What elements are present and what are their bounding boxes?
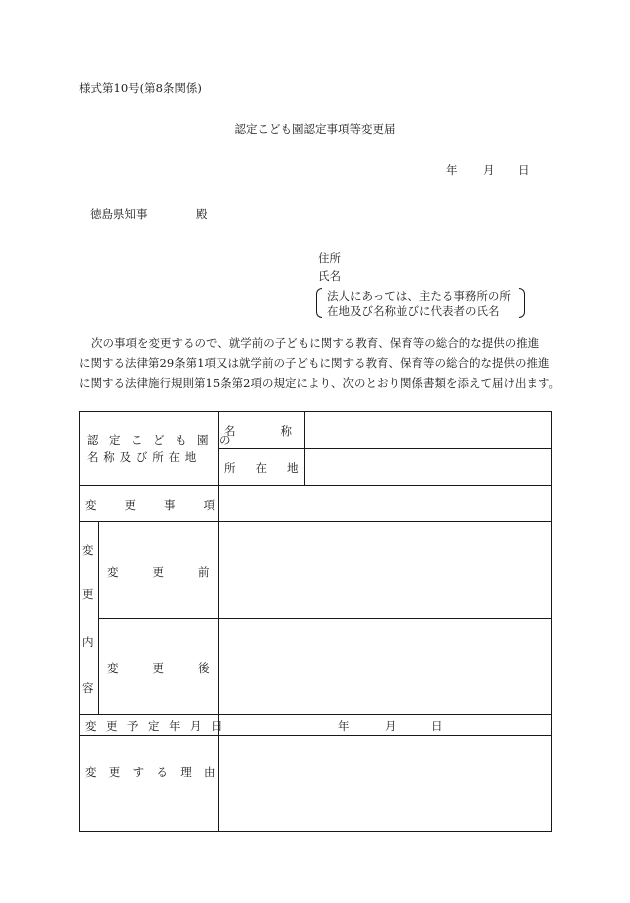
applicant-note	[316, 287, 525, 319]
addressee: 徳島県知事	[90, 207, 148, 221]
table-row-line	[79, 735, 552, 736]
applicant-address-label: 住所	[318, 251, 341, 265]
applicant-name-label: 氏名	[318, 269, 341, 283]
declaration-paragraph	[79, 333, 559, 393]
table-row-line	[79, 714, 552, 715]
name-label: 名称	[224, 424, 337, 438]
date-month-label: 月	[483, 163, 495, 177]
change-item-label: 変更事項	[85, 498, 243, 512]
table-border-left	[79, 411, 80, 832]
change-content-char: 更	[82, 587, 94, 601]
table-row-line	[79, 521, 552, 522]
scheduled-month-label: 月	[385, 719, 397, 733]
table-border-top	[79, 411, 552, 412]
table-row-line	[218, 448, 552, 449]
scheduled-year-label: 年	[338, 719, 350, 733]
table-border-bottom	[79, 831, 552, 832]
scheduled-day-label: 日	[431, 719, 443, 733]
form-number: 様式第10号(第8条関係)	[79, 81, 202, 95]
facility-label-line1: 認定こども園の	[87, 433, 241, 447]
after-label: 変更後	[107, 661, 244, 675]
location-label: 所在地	[224, 461, 319, 475]
applicant-note-line2: 在地及び名称並びに代表者の氏名	[327, 304, 500, 318]
table-row-line	[98, 618, 552, 619]
addressee-suffix: 殿	[196, 207, 208, 221]
change-item-value-cell[interactable]	[220, 487, 550, 520]
location-value-cell[interactable]	[306, 450, 550, 484]
before-value-cell[interactable]	[220, 523, 550, 617]
scheduled-date-label: 変更予定年月日	[85, 719, 232, 733]
paragraph-line: に関する法律施行規則第15条第2項の規定により、次のとおり関係書類を添えて届け出ます。	[79, 376, 561, 390]
table-row-line	[79, 485, 552, 486]
after-value-cell[interactable]	[220, 620, 550, 713]
left-bracket	[316, 288, 322, 318]
name-value-cell[interactable]	[306, 413, 550, 447]
paragraph-line: に関する法律第29条第1項又は就学前の子どもに関する教育、保育等の総合的な提供の推進	[79, 356, 550, 370]
applicant-note-line1: 法人にあっては、主たる事務所の所	[327, 289, 511, 303]
date-year-label: 年	[446, 163, 458, 177]
change-content-char: 容	[82, 681, 94, 695]
right-bracket	[519, 288, 525, 318]
paragraph-line: 次の事項を変更するので、就学前の子どもに関する教育、保育等の総合的な提供の推進	[91, 336, 540, 350]
change-content-char: 内	[82, 635, 94, 649]
document-title: 認定こども園認定事項等変更届	[234, 122, 396, 136]
facility-label-line2: 名称及び所在地	[87, 450, 202, 464]
before-label: 変更前	[107, 565, 244, 579]
change-content-char: 変	[82, 543, 94, 557]
change-content-label	[82, 543, 94, 696]
date-day-label: 日	[518, 163, 530, 177]
reason-value-cell[interactable]	[220, 737, 550, 830]
table-border-right	[551, 411, 552, 832]
reason-label: 変更する理由	[85, 765, 228, 779]
